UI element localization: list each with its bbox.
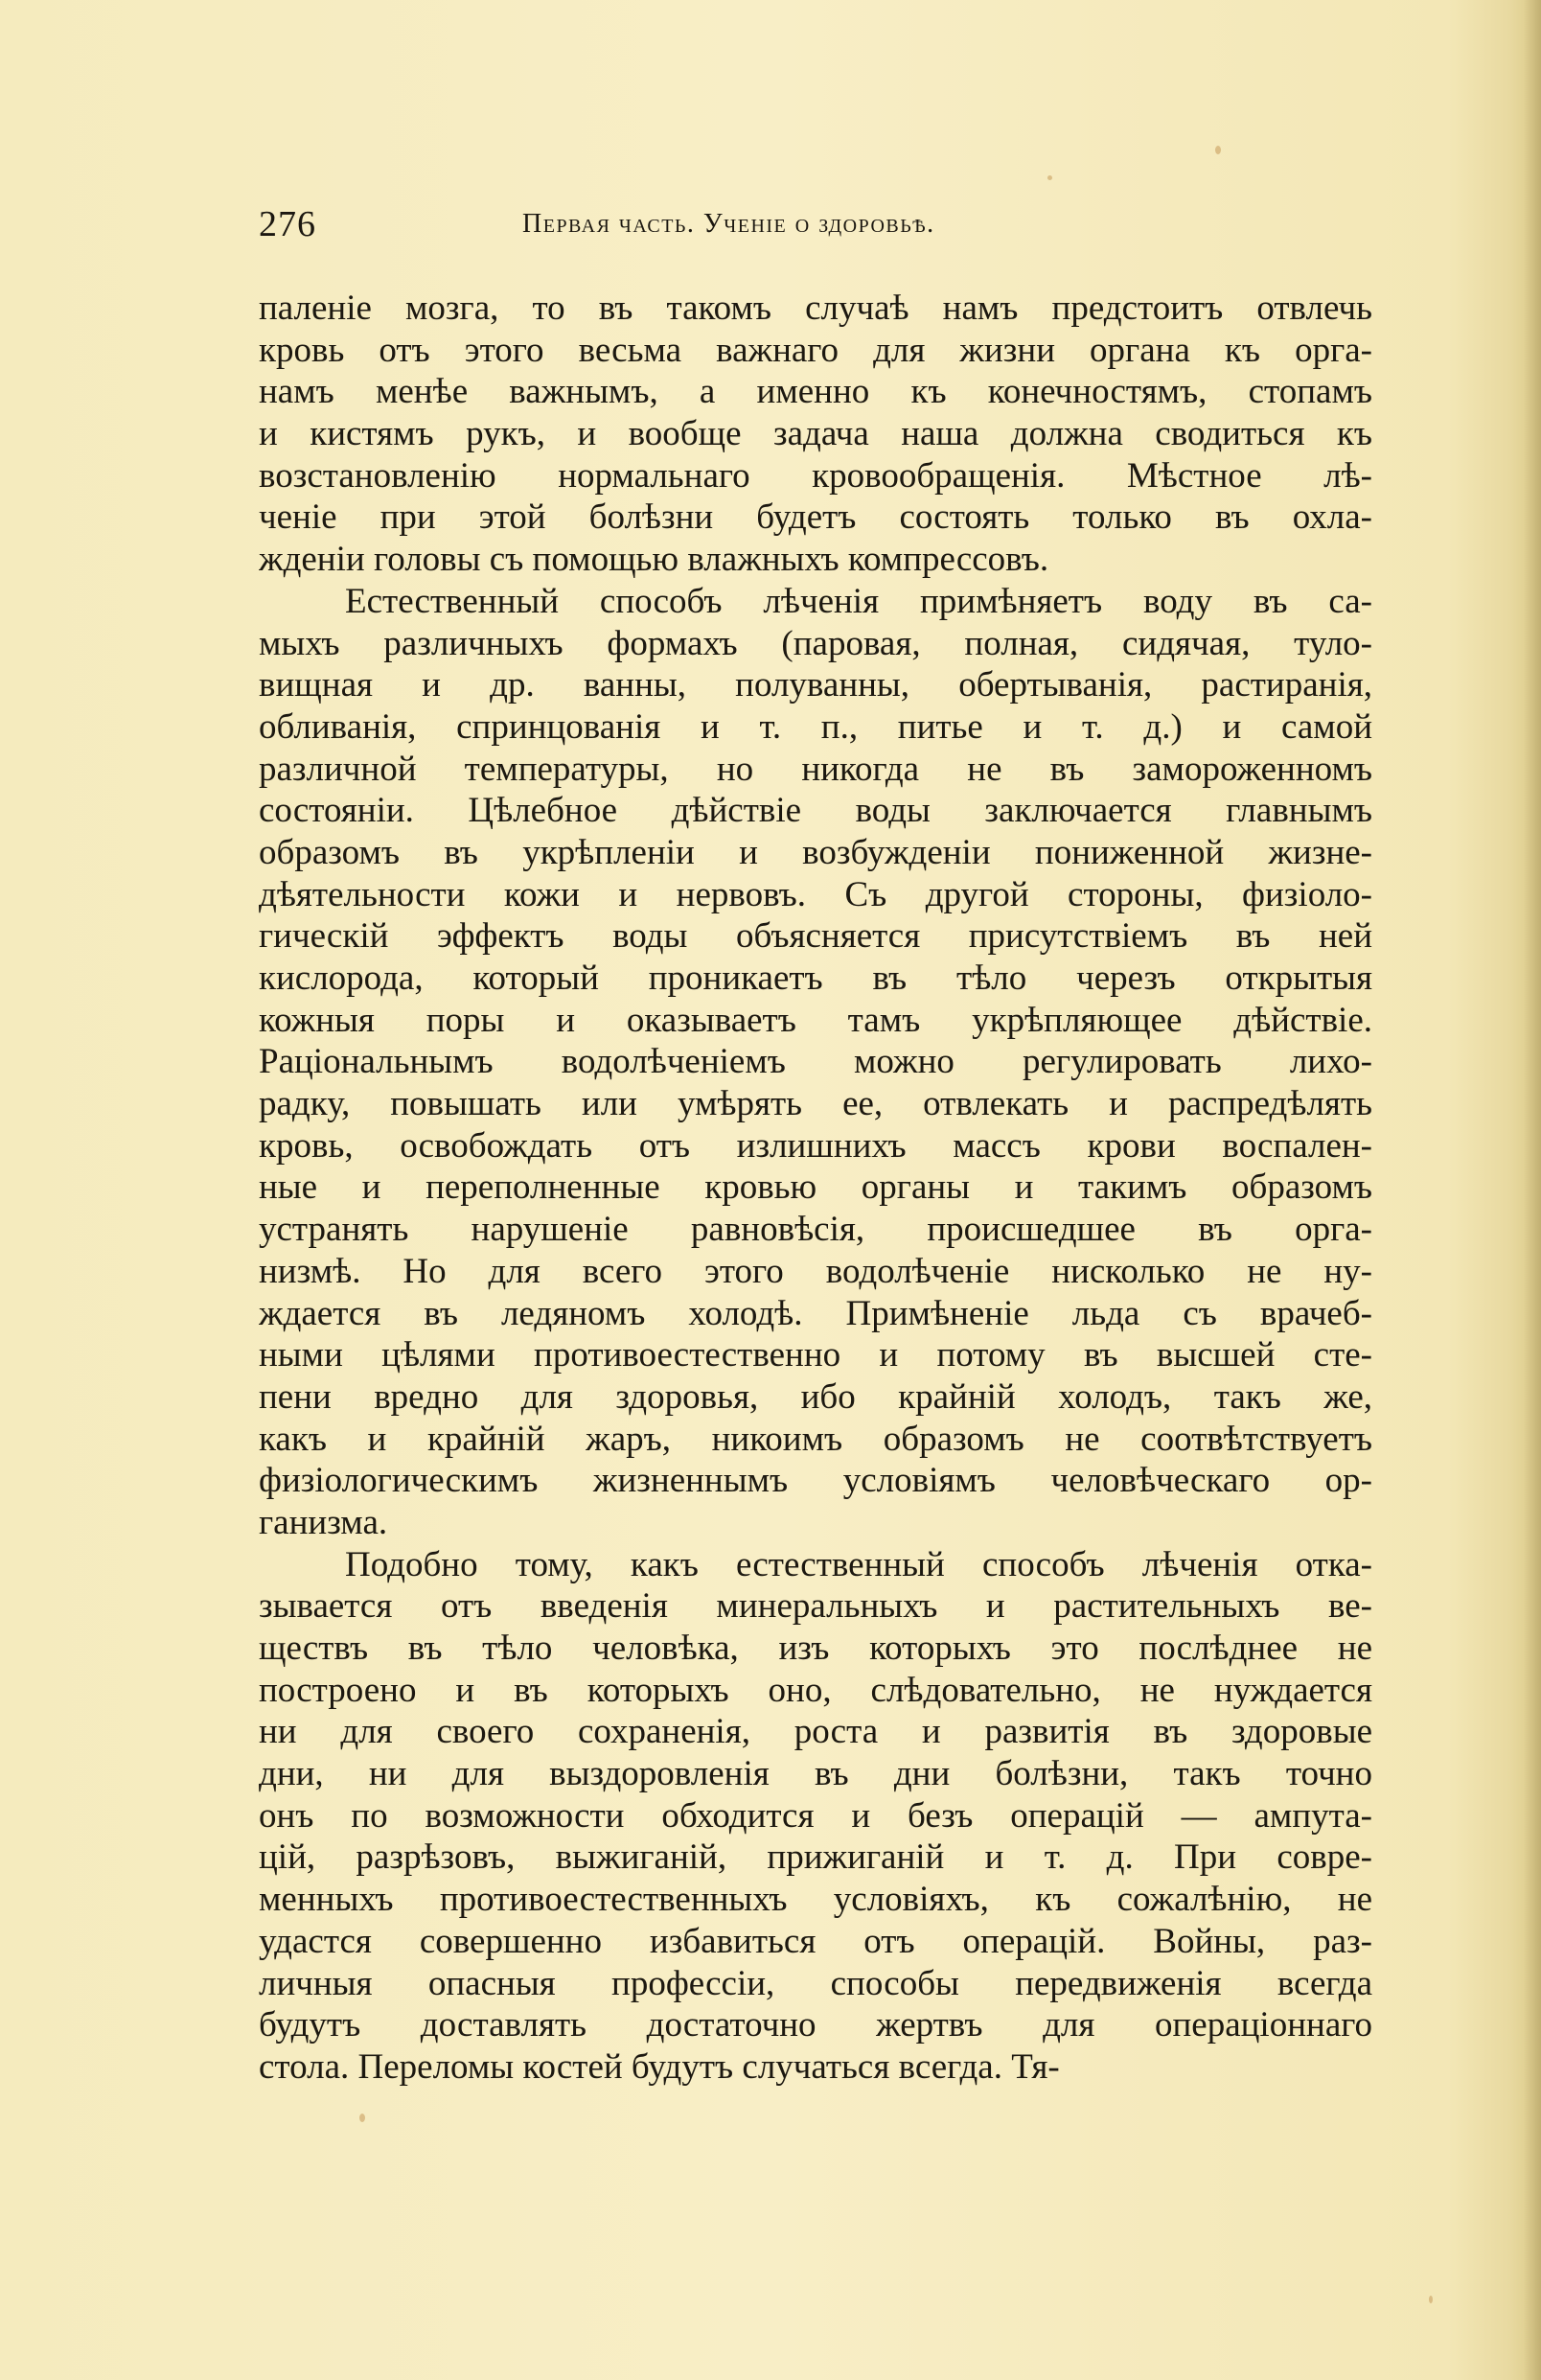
text-line: кожныя поры и оказываетъ тамъ укрѣпляющее дѣйствіе. [259, 1000, 1372, 1040]
text-line: кровь отъ этого весьма важнаго для жизни органа къ орга- [259, 330, 1372, 370]
paper-speck [1047, 175, 1052, 180]
text-line: ными цѣлями противоестественно и потому въ высшей сте- [259, 1335, 1372, 1375]
text-line: ществъ въ тѣло человѣка, изъ которыхъ это послѣднее не [259, 1629, 1372, 1668]
text-line: стола. Переломы костей будутъ случаться всегда. Тя- [259, 2046, 1060, 2087]
text-line: дѣятельности кожи и нервовъ. Съ другой стороны, физіоло- [259, 874, 1372, 914]
text-line: паленіе мозга, то въ такомъ случаѣ намъ предстоитъ отвлечь [259, 289, 1372, 328]
page-number: 276 [259, 204, 316, 244]
text-line: обливанія, спринцованія и т. п., питье и т. д.) и самой [259, 706, 1372, 747]
text-line: будутъ доставлять достаточно жертвъ для операціоннаго [259, 2005, 1372, 2045]
paper-speck [1215, 146, 1221, 154]
text-line: жденіи головы съ помощью влажныхъ компрессовъ. [259, 540, 1049, 580]
text-line: кислорода, который проникаетъ въ тѣло черезъ открытыя [259, 959, 1372, 998]
paragraph [259, 581, 1372, 1544]
text-line: низмѣ. Но для всего этого водолѣченіе нисколько не ну- [259, 1251, 1372, 1291]
text-line: вищная и др. ванны, полуванны, обертыванія, растиранія, [259, 665, 1372, 705]
text-line: личныя опасныя профессіи, способы передвиженія всегда [259, 1963, 1372, 2003]
page-edge-shadow [1524, 0, 1541, 2380]
text-line: Раціональнымъ водолѣченіемъ можно регулировать лихо- [259, 1042, 1372, 1082]
text-line: ни для своего сохраненія, роста и развитія въ здоровые [259, 1712, 1372, 1752]
text-line: и кистямъ рукъ, и вообще задача наша должна сводиться къ [259, 414, 1372, 454]
text-line: ные и переполненные кровью органы и такимъ образомъ [259, 1167, 1372, 1208]
text-line: Естественный способъ лѣченія примѣняетъ воду въ са- [345, 581, 1372, 621]
text-line: устранять нарушеніе равновѣсія, происшедшее въ орга- [259, 1210, 1372, 1250]
text-line: состояніи. Цѣлебное дѣйствіе воды заключается главнымъ [259, 791, 1372, 831]
text-line: ченіе при этой болѣзни будетъ состоять только въ охла- [259, 497, 1372, 538]
paper-speck [359, 2114, 365, 2122]
running-title: Первая часть. Ученіе о здоровьѣ. [522, 209, 935, 239]
page-header [259, 203, 1375, 251]
text-line: дни, ни для выздоровленія въ дни болѣзни, такъ точно [259, 1754, 1372, 1794]
text-line: ждается въ ледяномъ холодѣ. Примѣненіе льда съ врачеб- [259, 1293, 1372, 1333]
text-line: удастся совершенно избавиться отъ операцій. Войны, раз- [259, 1921, 1372, 1961]
text-line: какъ и крайній жаръ, никоимъ образомъ не соотвѣтствуетъ [259, 1419, 1372, 1459]
text-line: радку, повышать или умѣрять ее, отвлекать и распредѣлять [259, 1084, 1372, 1124]
text-line: намъ менѣе важнымъ, а именно къ конечностямъ, стопамъ [259, 372, 1372, 412]
text-line: построено и въ которыхъ оно, слѣдовательно, не нуждается [259, 1670, 1372, 1710]
text-line: онъ по возможности обходится и безъ операцій — ампута- [259, 1795, 1372, 1836]
text-line: ганизма. [259, 1502, 388, 1542]
text-line: менныхъ противоестественныхъ условіяхъ, къ сожалѣнію, не [259, 1880, 1372, 1920]
text-line: гическій эффектъ воды объясняется присутствіемъ въ ней [259, 916, 1372, 957]
text-line: пени вредно для здоровья, ибо крайній холодъ, такъ же, [259, 1376, 1372, 1417]
text-line: Подобно тому, какъ естественный способъ лѣченія отка- [345, 1544, 1372, 1584]
text-line: физіологическимъ жизненнымъ условіямъ человѣческаго ор- [259, 1461, 1372, 1501]
text-line: цій, разрѣзовъ, выжиганій, прижиганій и т. д. При совре- [259, 1837, 1372, 1878]
text-line: мыхъ различныхъ формахъ (паровая, полная, сидячая, туло- [259, 623, 1372, 663]
body-text [259, 288, 1372, 2089]
text-line: возстановленію нормальнаго кровообращенія. Мѣстное лѣ- [259, 455, 1372, 496]
text-line: различной температуры, но никогда не въ замороженномъ [259, 749, 1372, 789]
paragraph [259, 1544, 1372, 2089]
text-line: кровь, освобождать отъ излишнихъ массъ крови воспален- [259, 1125, 1372, 1166]
paragraph [259, 288, 1372, 581]
paper-speck [1429, 2296, 1433, 2303]
text-line: образомъ въ укрѣпленіи и возбужденіи пониженной жизне- [259, 832, 1372, 872]
text-line: зывается отъ введенія минеральныхъ и растительныхъ ве- [259, 1586, 1372, 1627]
